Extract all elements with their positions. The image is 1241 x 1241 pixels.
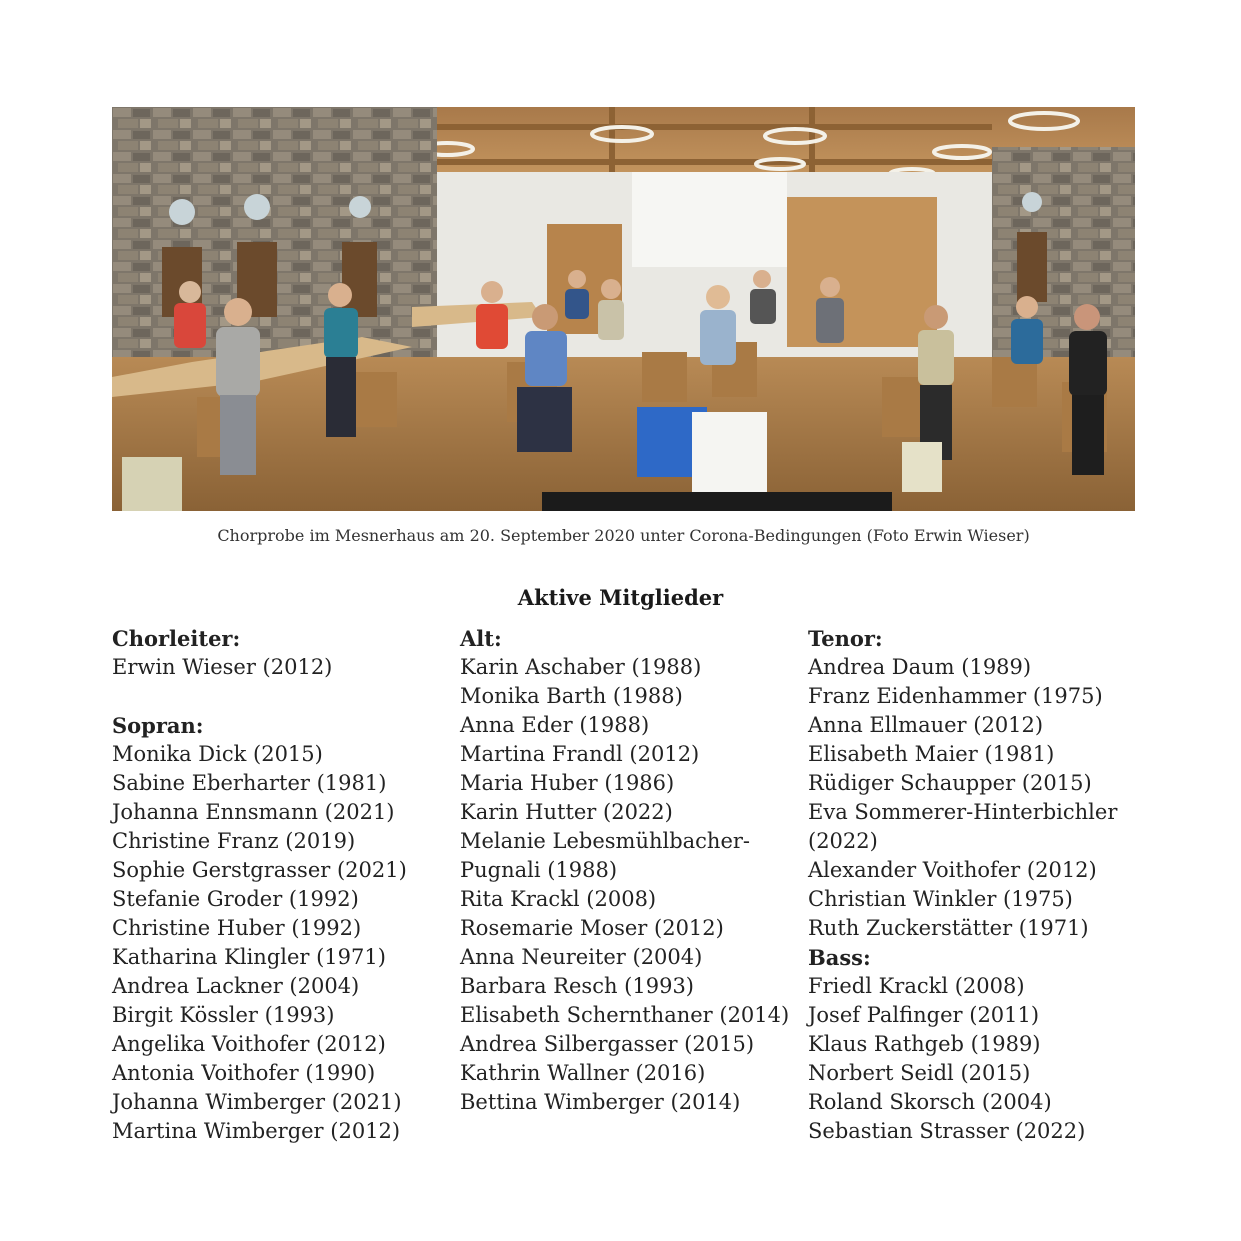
section-title-bass: Bass: [808, 945, 871, 970]
member-name: Eva Sommerer-Hinterbichler [808, 800, 1118, 824]
member-name: Pugnali (1988) [460, 858, 618, 882]
member-name: Anna Ellmauer (2012) [808, 713, 1044, 737]
member-name: Bettina Wimberger (2014) [460, 1090, 741, 1114]
member-name: Elisabeth Schernthaner (2014) [460, 1003, 790, 1027]
member-name: Sophie Gerstgrasser (2021) [112, 858, 407, 882]
member-name: Franz Eidenhammer (1975) [808, 684, 1103, 708]
section-title-sopran: Sopran: [112, 713, 204, 738]
member-name: Antonia Voithofer (1990) [112, 1061, 376, 1085]
column-left [112, 624, 407, 1146]
member-name: Rosemarie Moser (2012) [460, 916, 724, 940]
member-name: Martina Wimberger (2012) [112, 1119, 401, 1143]
member-name: Monika Dick (2015) [112, 742, 323, 766]
member-name: Christian Winkler (1975) [808, 887, 1073, 911]
section-title-alt: Alt: [460, 626, 502, 651]
member-name: Roland Skorsch (2004) [808, 1090, 1052, 1114]
member-name: Anna Eder (1988) [460, 713, 650, 737]
member-name: Johanna Wimberger (2021) [112, 1090, 402, 1114]
member-name: Erwin Wieser (2012) [112, 655, 333, 679]
member-name: Elisabeth Maier (1981) [808, 742, 1055, 766]
spacer [112, 682, 407, 711]
member-name: Christine Huber (1992) [112, 916, 362, 940]
member-name: Monika Barth (1988) [460, 684, 683, 708]
section-title-tenor: Tenor: [808, 626, 883, 651]
member-name: Melanie Lebesmühlbacher- [460, 829, 751, 853]
member-name: Ruth Zuckerstätter (1971) [808, 916, 1089, 940]
member-name: Kathrin Wallner (2016) [460, 1061, 706, 1085]
page-heading: Aktive Mitglieder [517, 585, 724, 610]
member-name: Anna Neureiter (2004) [460, 945, 703, 969]
member-name: Karin Hutter (2022) [460, 800, 673, 824]
column-middle [460, 624, 789, 1117]
member-name: Sebastian Strasser (2022) [808, 1119, 1086, 1143]
member-name: Christine Franz (2019) [112, 829, 356, 853]
member-name: Friedl Krackl (2008) [808, 974, 1025, 998]
member-name: Rüdiger Schaupper (2015) [808, 771, 1092, 795]
member-name: Rita Krackl (2008) [460, 887, 657, 911]
member-name: Klaus Rathgeb (1989) [808, 1032, 1041, 1056]
member-name: Andrea Silbergasser (2015) [460, 1032, 755, 1056]
choir-rehearsal-photo [112, 107, 1135, 511]
photo-caption: Chorprobe im Mesnerhaus am 20. September 2020 unter Corona-Bedingungen (Foto Erwin Wieser) [217, 526, 1030, 545]
member-name: Karin Aschaber (1988) [460, 655, 702, 679]
column-right [808, 624, 1128, 1146]
member-name: Andrea Daum (1989) [808, 655, 1032, 679]
member-name: Josef Palfinger (2011) [808, 1003, 1040, 1027]
member-name: Stefanie Groder (1992) [112, 887, 359, 911]
member-name: Martina Frandl (2012) [460, 742, 700, 766]
member-name: Angelika Voithofer (2012) [112, 1032, 386, 1056]
section-title-chorleiter: Chorleiter: [112, 626, 241, 651]
member-name: Birgit Kössler (1993) [112, 1003, 335, 1027]
member-name: Alexander Voithofer (2012) [808, 858, 1097, 882]
member-name: Barbara Resch (1993) [460, 974, 694, 998]
member-name: Johanna Ennsmann (2021) [112, 800, 395, 824]
member-name: Sabine Eberharter (1981) [112, 771, 387, 795]
member-name: Norbert Seidl (2015) [808, 1061, 1031, 1085]
member-name: Maria Huber (1986) [460, 771, 675, 795]
member-name: Katharina Klingler (1971) [112, 945, 386, 969]
member-name: Andrea Lackner (2004) [112, 974, 360, 998]
member-name: (2022) [808, 829, 878, 853]
